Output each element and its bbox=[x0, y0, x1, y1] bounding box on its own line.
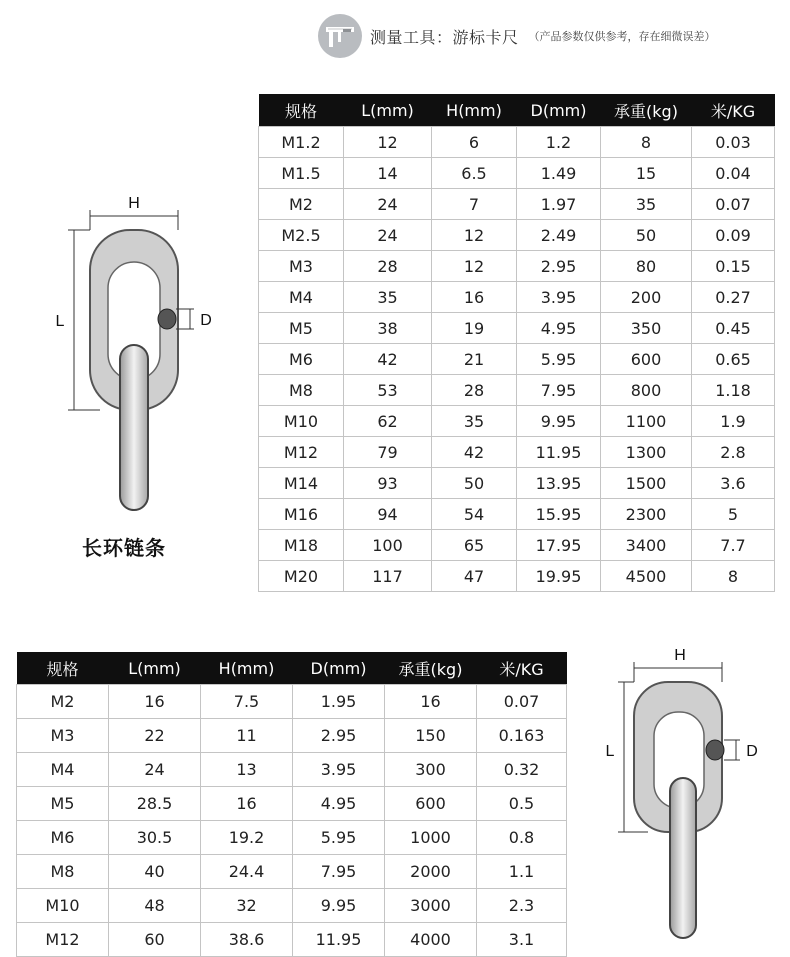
table-cell: 1500 bbox=[601, 468, 692, 499]
table-cell: 60 bbox=[109, 923, 201, 957]
table-cell: 15 bbox=[601, 158, 692, 189]
table-cell: 1.2 bbox=[517, 127, 601, 158]
table-row bbox=[17, 719, 567, 753]
table-cell: 6 bbox=[432, 127, 517, 158]
table-cell: M14 bbox=[259, 468, 344, 499]
column-header: L(mm) bbox=[344, 94, 432, 127]
table-cell: 19.2 bbox=[201, 821, 293, 855]
table-cell: 0.5 bbox=[477, 787, 567, 821]
table-cell: 1300 bbox=[601, 437, 692, 468]
table-cell: 28 bbox=[344, 251, 432, 282]
table-cell: 65 bbox=[432, 530, 517, 561]
table-row bbox=[259, 282, 775, 313]
chain-diagram-1 bbox=[40, 190, 240, 520]
table-cell: 28.5 bbox=[109, 787, 201, 821]
column-header: 米/KG bbox=[477, 652, 567, 685]
table-cell: 13.95 bbox=[517, 468, 601, 499]
table-cell: 4.95 bbox=[293, 787, 385, 821]
column-header: H(mm) bbox=[432, 94, 517, 127]
column-header: D(mm) bbox=[293, 652, 385, 685]
table-cell: 12 bbox=[344, 127, 432, 158]
caliper-icon bbox=[318, 14, 362, 58]
table-cell: M2 bbox=[259, 189, 344, 220]
table-cell: 21 bbox=[432, 344, 517, 375]
table-cell: M8 bbox=[259, 375, 344, 406]
table-cell: 2.3 bbox=[477, 889, 567, 923]
table-cell: 94 bbox=[344, 499, 432, 530]
table-cell: 0.04 bbox=[692, 158, 775, 189]
table-cell: 38.6 bbox=[201, 923, 293, 957]
table-cell: 2000 bbox=[385, 855, 477, 889]
l-label-1: L bbox=[55, 313, 65, 330]
l-label-2: L bbox=[605, 743, 615, 760]
table-cell: 0.65 bbox=[692, 344, 775, 375]
table-row bbox=[259, 189, 775, 220]
table-cell: 12 bbox=[432, 251, 517, 282]
table-cell: 0.163 bbox=[477, 719, 567, 753]
table-cell: 11.95 bbox=[293, 923, 385, 957]
table-cell: 40 bbox=[109, 855, 201, 889]
table-cell: 100 bbox=[344, 530, 432, 561]
table-cell: 19.95 bbox=[517, 561, 601, 592]
table-cell: 150 bbox=[385, 719, 477, 753]
table-cell: 0.8 bbox=[477, 821, 567, 855]
table-cell: 35 bbox=[432, 406, 517, 437]
table-cell: M10 bbox=[259, 406, 344, 437]
table-row bbox=[259, 499, 775, 530]
table-cell: 9.95 bbox=[293, 889, 385, 923]
table-cell: 12 bbox=[432, 220, 517, 251]
table-cell: 19 bbox=[432, 313, 517, 344]
table-cell: 0.07 bbox=[477, 685, 567, 719]
table-row bbox=[259, 530, 775, 561]
table-row bbox=[259, 561, 775, 592]
table-cell: M4 bbox=[259, 282, 344, 313]
table-cell: M6 bbox=[259, 344, 344, 375]
table-row bbox=[259, 406, 775, 437]
d-label-1: D bbox=[200, 312, 212, 329]
table-row bbox=[17, 753, 567, 787]
table-cell: 35 bbox=[344, 282, 432, 313]
table-cell: M12 bbox=[259, 437, 344, 468]
table-cell: M3 bbox=[17, 719, 109, 753]
d-label-2: D bbox=[746, 743, 758, 760]
table-cell: M6 bbox=[17, 821, 109, 855]
table-cell: M2.5 bbox=[259, 220, 344, 251]
table-cell: M3 bbox=[259, 251, 344, 282]
table-cell: 7.95 bbox=[517, 375, 601, 406]
table-cell: 15.95 bbox=[517, 499, 601, 530]
table-row bbox=[17, 855, 567, 889]
h-label-1: H bbox=[128, 195, 140, 212]
table-cell: 2.8 bbox=[692, 437, 775, 468]
table-cell: 600 bbox=[601, 344, 692, 375]
table-cell: 600 bbox=[385, 787, 477, 821]
table-row bbox=[259, 251, 775, 282]
table-cell: 24 bbox=[344, 220, 432, 251]
column-header: L(mm) bbox=[109, 652, 201, 685]
column-header: 承重(kg) bbox=[601, 94, 692, 127]
table-cell: 3.95 bbox=[517, 282, 601, 313]
table-cell: 16 bbox=[385, 685, 477, 719]
table-row bbox=[259, 127, 775, 158]
table-cell: 1.1 bbox=[477, 855, 567, 889]
table-cell: 5.95 bbox=[293, 821, 385, 855]
spec-table-2 bbox=[16, 652, 567, 957]
table-cell: 1.97 bbox=[517, 189, 601, 220]
table-cell: 6.5 bbox=[432, 158, 517, 189]
table-cell: 14 bbox=[344, 158, 432, 189]
table-cell: 28 bbox=[432, 375, 517, 406]
table-row bbox=[259, 468, 775, 499]
table-cell: M1.2 bbox=[259, 127, 344, 158]
table-cell: 8 bbox=[692, 561, 775, 592]
table-cell: 16 bbox=[201, 787, 293, 821]
table-cell: 4500 bbox=[601, 561, 692, 592]
table-cell: 11.95 bbox=[517, 437, 601, 468]
table-cell: 117 bbox=[344, 561, 432, 592]
table-cell: 16 bbox=[109, 685, 201, 719]
table-cell: M2 bbox=[17, 685, 109, 719]
table-cell: 3400 bbox=[601, 530, 692, 561]
table-row bbox=[259, 158, 775, 189]
table-cell: 7.7 bbox=[692, 530, 775, 561]
table-cell: 7 bbox=[432, 189, 517, 220]
chain-link-next bbox=[670, 778, 696, 938]
table-cell: 93 bbox=[344, 468, 432, 499]
table-cell: 5.95 bbox=[517, 344, 601, 375]
table-cell: 24.4 bbox=[201, 855, 293, 889]
table-cell: 0.09 bbox=[692, 220, 775, 251]
table-cell: 47 bbox=[432, 561, 517, 592]
table-row bbox=[17, 787, 567, 821]
table-cell: 24 bbox=[109, 753, 201, 787]
table-row bbox=[259, 375, 775, 406]
table-cell: 48 bbox=[109, 889, 201, 923]
table-cell: 2.49 bbox=[517, 220, 601, 251]
table-cell: 53 bbox=[344, 375, 432, 406]
table-cell: 30.5 bbox=[109, 821, 201, 855]
table-cell: 24 bbox=[344, 189, 432, 220]
table-cell: 42 bbox=[432, 437, 517, 468]
table-cell: 0.07 bbox=[692, 189, 775, 220]
column-header: 米/KG bbox=[692, 94, 775, 127]
table-cell: M1.5 bbox=[259, 158, 344, 189]
table-row bbox=[17, 889, 567, 923]
table-row bbox=[17, 685, 567, 719]
table-cell: M18 bbox=[259, 530, 344, 561]
table-cell: 32 bbox=[201, 889, 293, 923]
table-cell: 35 bbox=[601, 189, 692, 220]
table-cell: 38 bbox=[344, 313, 432, 344]
table-cell: 22 bbox=[109, 719, 201, 753]
table-cell: 2.95 bbox=[293, 719, 385, 753]
table-cell: 1000 bbox=[385, 821, 477, 855]
table-row bbox=[259, 344, 775, 375]
table-cell: M12 bbox=[17, 923, 109, 957]
spec-table-1 bbox=[258, 94, 775, 592]
table-row bbox=[259, 313, 775, 344]
column-header: H(mm) bbox=[201, 652, 293, 685]
table-row bbox=[259, 437, 775, 468]
table-cell: 42 bbox=[344, 344, 432, 375]
table-cell: 0.03 bbox=[692, 127, 775, 158]
table-cell: 16 bbox=[432, 282, 517, 313]
table-cell: 50 bbox=[432, 468, 517, 499]
table-cell: 62 bbox=[344, 406, 432, 437]
table-cell: 8 bbox=[601, 127, 692, 158]
table-cell: M5 bbox=[259, 313, 344, 344]
wire-section bbox=[706, 740, 724, 760]
table-cell: 1.49 bbox=[517, 158, 601, 189]
table-cell: 0.15 bbox=[692, 251, 775, 282]
column-header: 承重(kg) bbox=[385, 652, 477, 685]
table-cell: 9.95 bbox=[517, 406, 601, 437]
table-cell: 200 bbox=[601, 282, 692, 313]
table-cell: M8 bbox=[17, 855, 109, 889]
column-header: 规格 bbox=[17, 652, 109, 685]
table-cell: M5 bbox=[17, 787, 109, 821]
table-cell: 1100 bbox=[601, 406, 692, 437]
table-cell: 1.95 bbox=[293, 685, 385, 719]
table-cell: 1.9 bbox=[692, 406, 775, 437]
chain-link-next bbox=[120, 345, 148, 510]
table-row bbox=[259, 220, 775, 251]
table-cell: 3.95 bbox=[293, 753, 385, 787]
table-cell: 0.32 bbox=[477, 753, 567, 787]
table-cell: 5 bbox=[692, 499, 775, 530]
page-header bbox=[318, 14, 716, 58]
table-cell: M20 bbox=[259, 561, 344, 592]
table-cell: 4000 bbox=[385, 923, 477, 957]
table-cell: 2300 bbox=[601, 499, 692, 530]
table-cell: M10 bbox=[17, 889, 109, 923]
table-cell: 3.1 bbox=[477, 923, 567, 957]
header-note: （产品参数仅供参考，存在细微误差） bbox=[528, 30, 716, 43]
chain-caption: 长环链条 bbox=[82, 536, 166, 560]
table-cell: 0.27 bbox=[692, 282, 775, 313]
table-cell: 7.95 bbox=[293, 855, 385, 889]
table-cell: 2.95 bbox=[517, 251, 601, 282]
table-cell: 0.45 bbox=[692, 313, 775, 344]
table-cell: 17.95 bbox=[517, 530, 601, 561]
table-cell: 50 bbox=[601, 220, 692, 251]
table-cell: 1.18 bbox=[692, 375, 775, 406]
table-row bbox=[17, 821, 567, 855]
table-cell: 11 bbox=[201, 719, 293, 753]
table-cell: 4.95 bbox=[517, 313, 601, 344]
wire-section bbox=[158, 309, 176, 329]
table-cell: 54 bbox=[432, 499, 517, 530]
table-cell: 80 bbox=[601, 251, 692, 282]
column-header: 规格 bbox=[259, 94, 344, 127]
column-header: D(mm) bbox=[517, 94, 601, 127]
table-cell: 800 bbox=[601, 375, 692, 406]
table-cell: 79 bbox=[344, 437, 432, 468]
table-cell: M16 bbox=[259, 499, 344, 530]
table-cell: 13 bbox=[201, 753, 293, 787]
table-cell: M4 bbox=[17, 753, 109, 787]
table-cell: 3000 bbox=[385, 889, 477, 923]
table-cell: 7.5 bbox=[201, 685, 293, 719]
chain-diagram-2 bbox=[598, 640, 778, 940]
h-label-2: H bbox=[674, 647, 686, 664]
table-cell: 350 bbox=[601, 313, 692, 344]
header-title: 测量工具：游标卡尺 bbox=[370, 27, 519, 47]
table-cell: 300 bbox=[385, 753, 477, 787]
table-cell: 3.6 bbox=[692, 468, 775, 499]
